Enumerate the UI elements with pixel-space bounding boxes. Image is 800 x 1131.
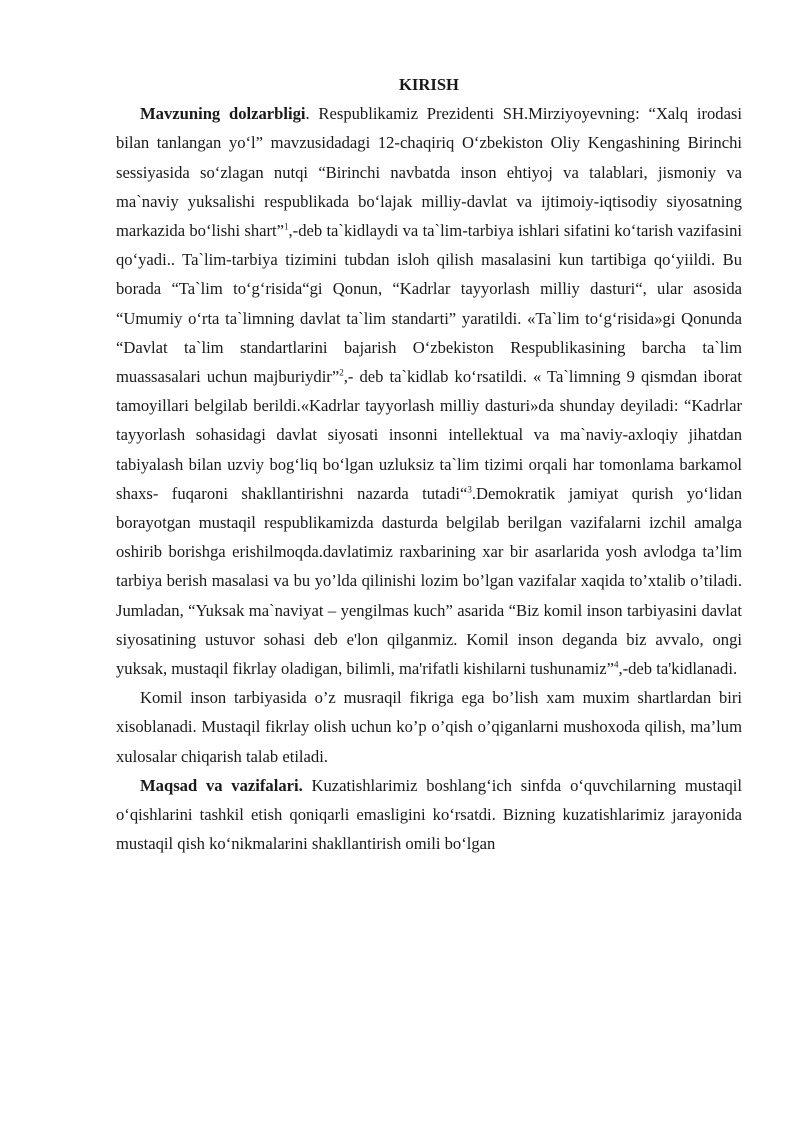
paragraph-text: . Respublikamiz Prezidenti SH.Mirziyoyevning: “Xalq irodasi bilan tanlangan yo‘l” mavzusidadagi 12-chaqiriq O‘zbekiston Oliy Kengashining Birinchi sessiyasida so‘zlagan nutqi “Birinchi navbatda inson ehtiyoj va talablari, jismoniy va ma`naviy yuksalishi respublikada bo‘lajak milliy-davlat va ijtimoiy-iqtisodiy siyosatning markazida bo‘lishi shart” (116, 104, 742, 241)
heading-goals: Maqsad va vazifalari. (140, 775, 303, 795)
paragraph-text: ,-deb ta`kidlaydi va ta`lim-tarbiya ishlari sifatini ko‘tarish vazifasini qo‘yadi.. Ta`lim-tarbiya tizimini tubdan isloh qilish masalasini kun tartibiga qo‘yiildi. Bu borada “Ta`lim to‘g‘risida“gi Qonun, “Kadrlar tayyorlash milliy dasturi“, ular asosida “Umumiy o‘rta ta`limning davlat ta`lim standarti” yaratildi. «Ta`lim to‘g‘risida»gi Qonunda “Davlat ta`lim standartlarini bajarish O‘zbekiston Respublikasining barcha ta`lim muassasalari uchun majburiydir” (116, 221, 742, 387)
footnote-ref-4: 4 (613, 659, 619, 670)
paragraph-text: ,-deb ta'kidlanadi. (618, 659, 738, 679)
footnote-ref-2: 2 (339, 367, 344, 378)
paragraph-komil-inson: Komil inson tarbiyasida o’z musraqil fikriga ega bo’lish xam muxim shartlardan biri xisoblanadi. Mustaqil fikrlay olish uchun ko’p o’qish o’qiganlarni mushoxoda qilish, ma’lum xulosalar chiqarish talab etiladi. (116, 688, 742, 766)
paragraph-goals (116, 771, 742, 859)
footnote-ref-1: 1 (284, 221, 289, 232)
paragraph-text: .Demokratik jamiyat qurish yo‘lidan borayotgan mustaqil respublikamizda dasturda belgilab berilgan vazifalarni izchil amalga oshirib borishga erishilmoqda.davlatimiz raxbarining xar bir asarlarida yosh avlodga ta’lim tarbiya berish masalasi va bu yo’lda qilinishi lozim bo’lgan vazifalar xaqida to’xtalib o’tiladi. Jumladan, “Yuksak ma`naviyat – yengilmas kuch” asarida “Biz komil inson tarbiyasini davlat siyosatining ustuvor sohasi deb e'lon qilganmiz. Komil inson deganda biz avvalo, ongi yuksak, mustaqil fikrlay oladigan, bilimli, ma'rifatli kishilarni tushunamiz” (116, 483, 742, 679)
paragraph-text: ,- deb ta`kidlab ko‘rsatildi. « Ta`limning 9 qismdan iborat tamoyillari belgilab berildi.«Kadrlar tayyorlash milliy dasturi»da shunday deyiladi: “Kadrlar tayyorlash sohasidagi davlat siyosati insonni intellektual va ma`naviy-axloqiy jihatdan tabiyalash bilan uzviy bog‘liq bo‘lgan uzluksiz ta`lim tizimi orqali har tomonlama barkamol shaxs- fuqaroni shakllantirishni nazarda tutadi“ (116, 367, 742, 503)
page-title: KIRISH (399, 75, 459, 94)
footnote-ref-3: 3 (467, 484, 472, 495)
document-page (116, 70, 742, 858)
heading-relevance: Mavzuning dolzarbligi (140, 104, 306, 124)
paragraph-text: Kuzatishlarimiz boshlang‘ich sinfda o‘quvchilarning mustaqil o‘qishlarini tashkil etish qoniqarli emasligini ko‘rsatdi. Bizning kuzatishlarimiz jarayonida mustaqil qish ko‘nikmalarini shakllantirish omili bo‘lgan (116, 775, 742, 854)
paragraph-relevance (116, 99, 742, 683)
